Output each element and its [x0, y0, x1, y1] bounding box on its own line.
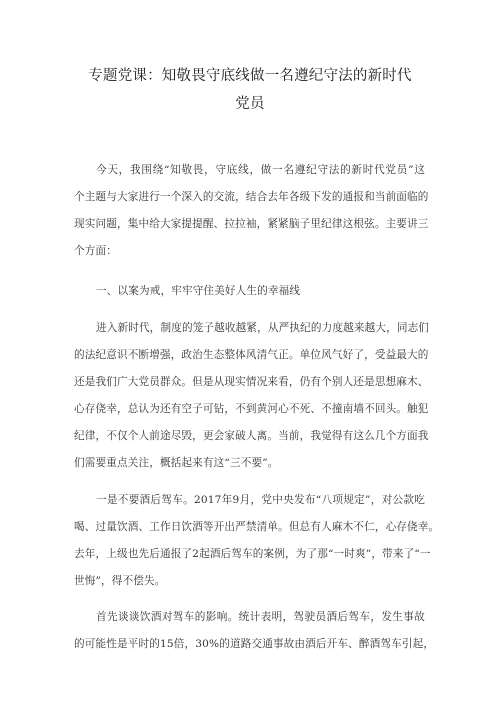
paragraph-line: 去年，上级也先后通报了2起酒后驾车的案例，为了那“一时爽”，带来了“一: [74, 548, 431, 560]
section-heading: 一、以案为戒，牢牢守住美好人生的幸福线: [96, 285, 301, 297]
paragraph-line: 们需要重点关注，概括起来有这“三不要”。: [74, 457, 279, 469]
paragraph-line: 首先谈谈饮酒对驾车的影响。统计表明，驾驶员酒后驾车，发生事故: [96, 611, 425, 623]
paragraph-line: 现实问题，集中给大家提提醒、拉拉袖，紧紧脑子里纪律这根弦。主要讲三: [74, 218, 429, 230]
paragraph-line: 纪律，不仅个人前途尽毁，更会家破人离。当前，我觉得有这么几个方面我: [74, 430, 429, 442]
paragraph-line: 的法纪意识不断增强，政治生态整体风清气正。单位风气好了，受益最大的: [74, 349, 429, 361]
paragraph-line: 还是我们广大党员群众。但是从现实情况来看，仍有个别人还是思想麻木、: [74, 376, 429, 388]
paragraph-line: 今天，我围绕“知敬畏，守底线，做一名遵纪守法的新时代党员”这: [96, 164, 425, 176]
document-title-line-2: 党员: [235, 96, 265, 112]
paragraph-line: 的可能性是平时的15倍，30%的道路交通事故由酒后开车、醉酒驾车引起，: [74, 638, 435, 650]
paragraph-line: 进入新时代，制度的笼子越收越紧，从严执纪的力度越来越大，同志们: [96, 322, 430, 334]
paragraph-line: 世悔”，得不偿失。: [74, 575, 166, 587]
paragraph-line: 喝、过量饮酒、工作日饮酒等开出严禁清单。但总有人麻木不仁，心存侥幸。: [74, 521, 440, 533]
document-title-line-1: 专题党课：知敬畏守底线做一名遵纪守法的新时代: [88, 68, 412, 84]
paragraph-line: 心存侥幸，总认为还有空子可钻，不到黄河心不死、不撞南墙不回头。触犯: [74, 403, 429, 415]
paragraph-line: 一是不要酒后驾车。2017年9月，党中央发布“八项规定”，对公款吃: [96, 494, 425, 506]
paragraph-line: 个方面：: [74, 245, 117, 257]
paragraph-line: 个主题与大家进行一个深入的交流，结合去年各级下发的通报和当前面临的: [74, 191, 429, 203]
